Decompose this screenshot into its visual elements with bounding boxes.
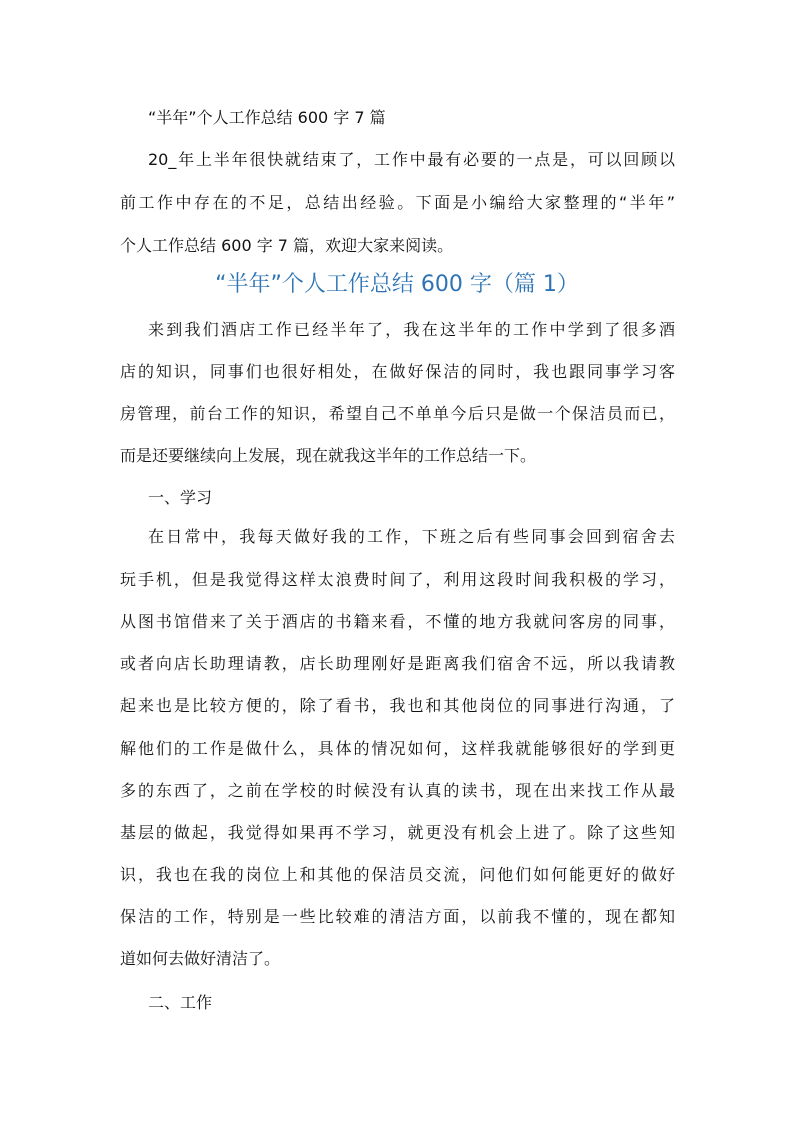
paragraph2-line-5: 起来也是比较方便的，除了看书，我也和其他岗位的同事进行沟通，了 xyxy=(120,696,675,715)
paragraph2-line-10: 保洁的工作，特别是一些比较难的清洁方面，以前我不懂的，现在都知 xyxy=(120,907,675,926)
paragraph2-line-11: 道如何去做好清洁了。 xyxy=(120,949,281,968)
paragraph1-line-1: 来到我们酒店工作已经半年了，我在这半年的工作中学到了很多酒 xyxy=(148,320,675,339)
intro-line-2: 前工作中存在的不足，总结出经验。下面是小编给大家整理的“半年” xyxy=(120,193,675,212)
paragraph2-line-3: 从图书馆借来了关于酒店的书籍来看，不懂的地方我就问客房的同事， xyxy=(120,612,675,631)
paragraph2-line-6: 解他们的工作是做什么，具体的情况如何，这样我就能够很好的学到更 xyxy=(120,739,675,758)
paragraph2-line-1: 在日常中，我每天做好我的工作，下班之后有些同事会回到宿舍去 xyxy=(148,527,675,546)
intro-line-1: 20_年上半年很快就结束了，工作中最有必要的一点是，可以回顾以 xyxy=(148,150,675,169)
paragraph2-line-2: 玩手机，但是我觉得这样太浪费时间了，利用这段时间我积极的学习， xyxy=(120,570,675,589)
paragraph1-line-3: 房管理，前台工作的知识，希望自己不单单今后只是做一个保洁员而已， xyxy=(120,404,675,423)
paragraph2-line-4: 或者向店长助理请教，店长助理刚好是距离我们宿舍不远，所以我请教 xyxy=(120,654,675,673)
paragraph1-line-2: 店的知识，同事们也很好相处，在做好保洁的同时，我也跟同事学习客 xyxy=(120,362,675,381)
paragraph1-line-4: 而是还要继续向上发展，现在就我这半年的工作总结一下。 xyxy=(120,446,537,465)
paragraph2-line-8: 基层的做起，我觉得如果再不学习，就更没有机会上进了。除了这些知 xyxy=(120,823,675,842)
document-title: “半年”个人工作总结 600 字 7 篇 xyxy=(148,108,386,127)
section-heading: “半年”个人工作总结 600 字（篇 1） xyxy=(215,272,579,297)
subheading-work: 二、工作 xyxy=(148,993,213,1012)
intro-line-3: 个人工作总结 600 字 7 篇，欢迎大家来阅读。 xyxy=(120,236,454,255)
paragraph2-line-9: 识，我也在我的岗位上和其他的保洁员交流，问他们如何能更好的做好 xyxy=(120,865,675,884)
subheading-study: 一、学习 xyxy=(148,488,213,507)
paragraph2-line-7: 多的东西了，之前在学校的时候没有认真的读书，现在出来找工作从最 xyxy=(120,781,675,800)
